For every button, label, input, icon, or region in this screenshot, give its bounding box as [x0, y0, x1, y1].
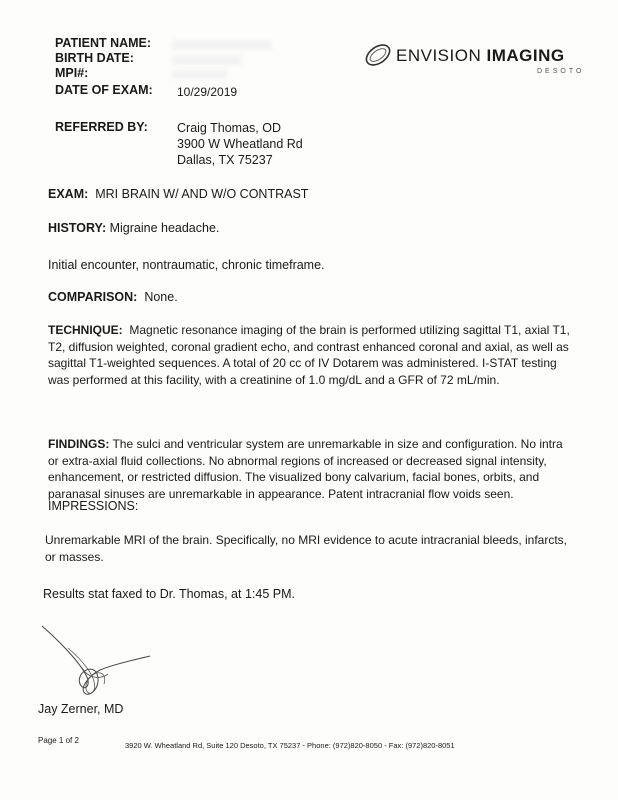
impressions-text: Unremarkable MRI of the brain. Specifically, no MRI evidence to acute intracranial bleeds, infarcts, or masses. — [45, 533, 568, 564]
date-of-exam-label: DATE OF EXAM: — [55, 83, 153, 97]
envision-imaging-logo — [362, 40, 592, 80]
signature-scribble-icon — [38, 620, 158, 700]
logo-wordmark — [396, 46, 565, 66]
encounter-line: Initial encounter, nontraumatic, chronic timeframe. — [48, 258, 325, 272]
birth-date-label: BIRTH DATE: — [55, 51, 134, 65]
findings-paragraph — [48, 436, 573, 502]
redacted-birth-date — [172, 56, 242, 65]
comparison-label: COMPARISON: — [48, 290, 138, 304]
signer-name: Jay Zerner, MD — [38, 702, 124, 716]
history-line — [48, 221, 219, 235]
exam-line — [48, 187, 308, 201]
technique-label: TECHNIQUE: — [48, 323, 123, 337]
referred-by-label: REFERRED BY: — [55, 120, 148, 134]
technique-text: Magnetic resonance imaging of the brain is performed utilizing sagittal T1, axial T1, T2, diffusion weighted, coronal gradient echo, and contrast enhanced coronal and axial, as well as sagittal T1-weighted sequences. A total of 20 cc of IV Dotarem was administered. I-STAT testing was performed at this facility, with a creatinine of 1.0 mg/dL and a GFR of 72 mL/min. — [48, 323, 570, 387]
history-value: Migraine headache. — [109, 221, 220, 235]
redacted-mpi — [172, 70, 227, 79]
referrer-address-2: Dallas, TX 75237 — [177, 153, 273, 167]
mpi-label: MPI#: — [55, 66, 89, 80]
footer-address: 3920 W. Wheatland Rd, Suite 120 Desoto, TX 75237 - Phone: (972)820-8050 - Fax: (972)820-8051 — [125, 741, 455, 750]
date-of-exam-value: 10/29/2019 — [177, 85, 238, 99]
referrer-name: Craig Thomas, OD — [177, 121, 281, 135]
page-number: Page 1 of 2 — [38, 736, 79, 745]
patient-name-label: PATIENT NAME: — [55, 36, 152, 50]
logo-subtitle: DESOTO — [537, 68, 585, 75]
exam-label: EXAM: — [48, 187, 89, 201]
exam-value: MRI BRAIN W/ AND W/O CONTRAST — [95, 187, 309, 201]
redacted-patient-name — [172, 40, 272, 50]
impressions-label: IMPRESSIONS: — [48, 499, 139, 513]
comparison-value: None. — [144, 290, 178, 304]
comparison-line — [48, 290, 178, 304]
results-line: Results stat faxed to Dr. Thomas, at 1:45 PM. — [43, 587, 295, 601]
logo-word-imaging: IMAGING — [486, 46, 565, 65]
findings-label: FINDINGS: — [48, 437, 110, 451]
referrer-address-1: 3900 W Wheatland Rd — [177, 137, 303, 151]
logo-word-envision: ENVISION — [396, 46, 482, 65]
findings-text: The sulci and ventricular system are unremarkable in size and configuration. No intra or extra-axial fluid collections. No abnormal regions of increased or decreased signal intensity, enhancement, or restricted diffusion. The visualized bony calvarium, facial bones, orbits, and paranasal sinuses are unremarkable in appearance. Patent intracranial flow voids seen. — [48, 437, 563, 501]
technique-paragraph — [48, 322, 578, 388]
history-label: HISTORY: — [48, 221, 107, 235]
